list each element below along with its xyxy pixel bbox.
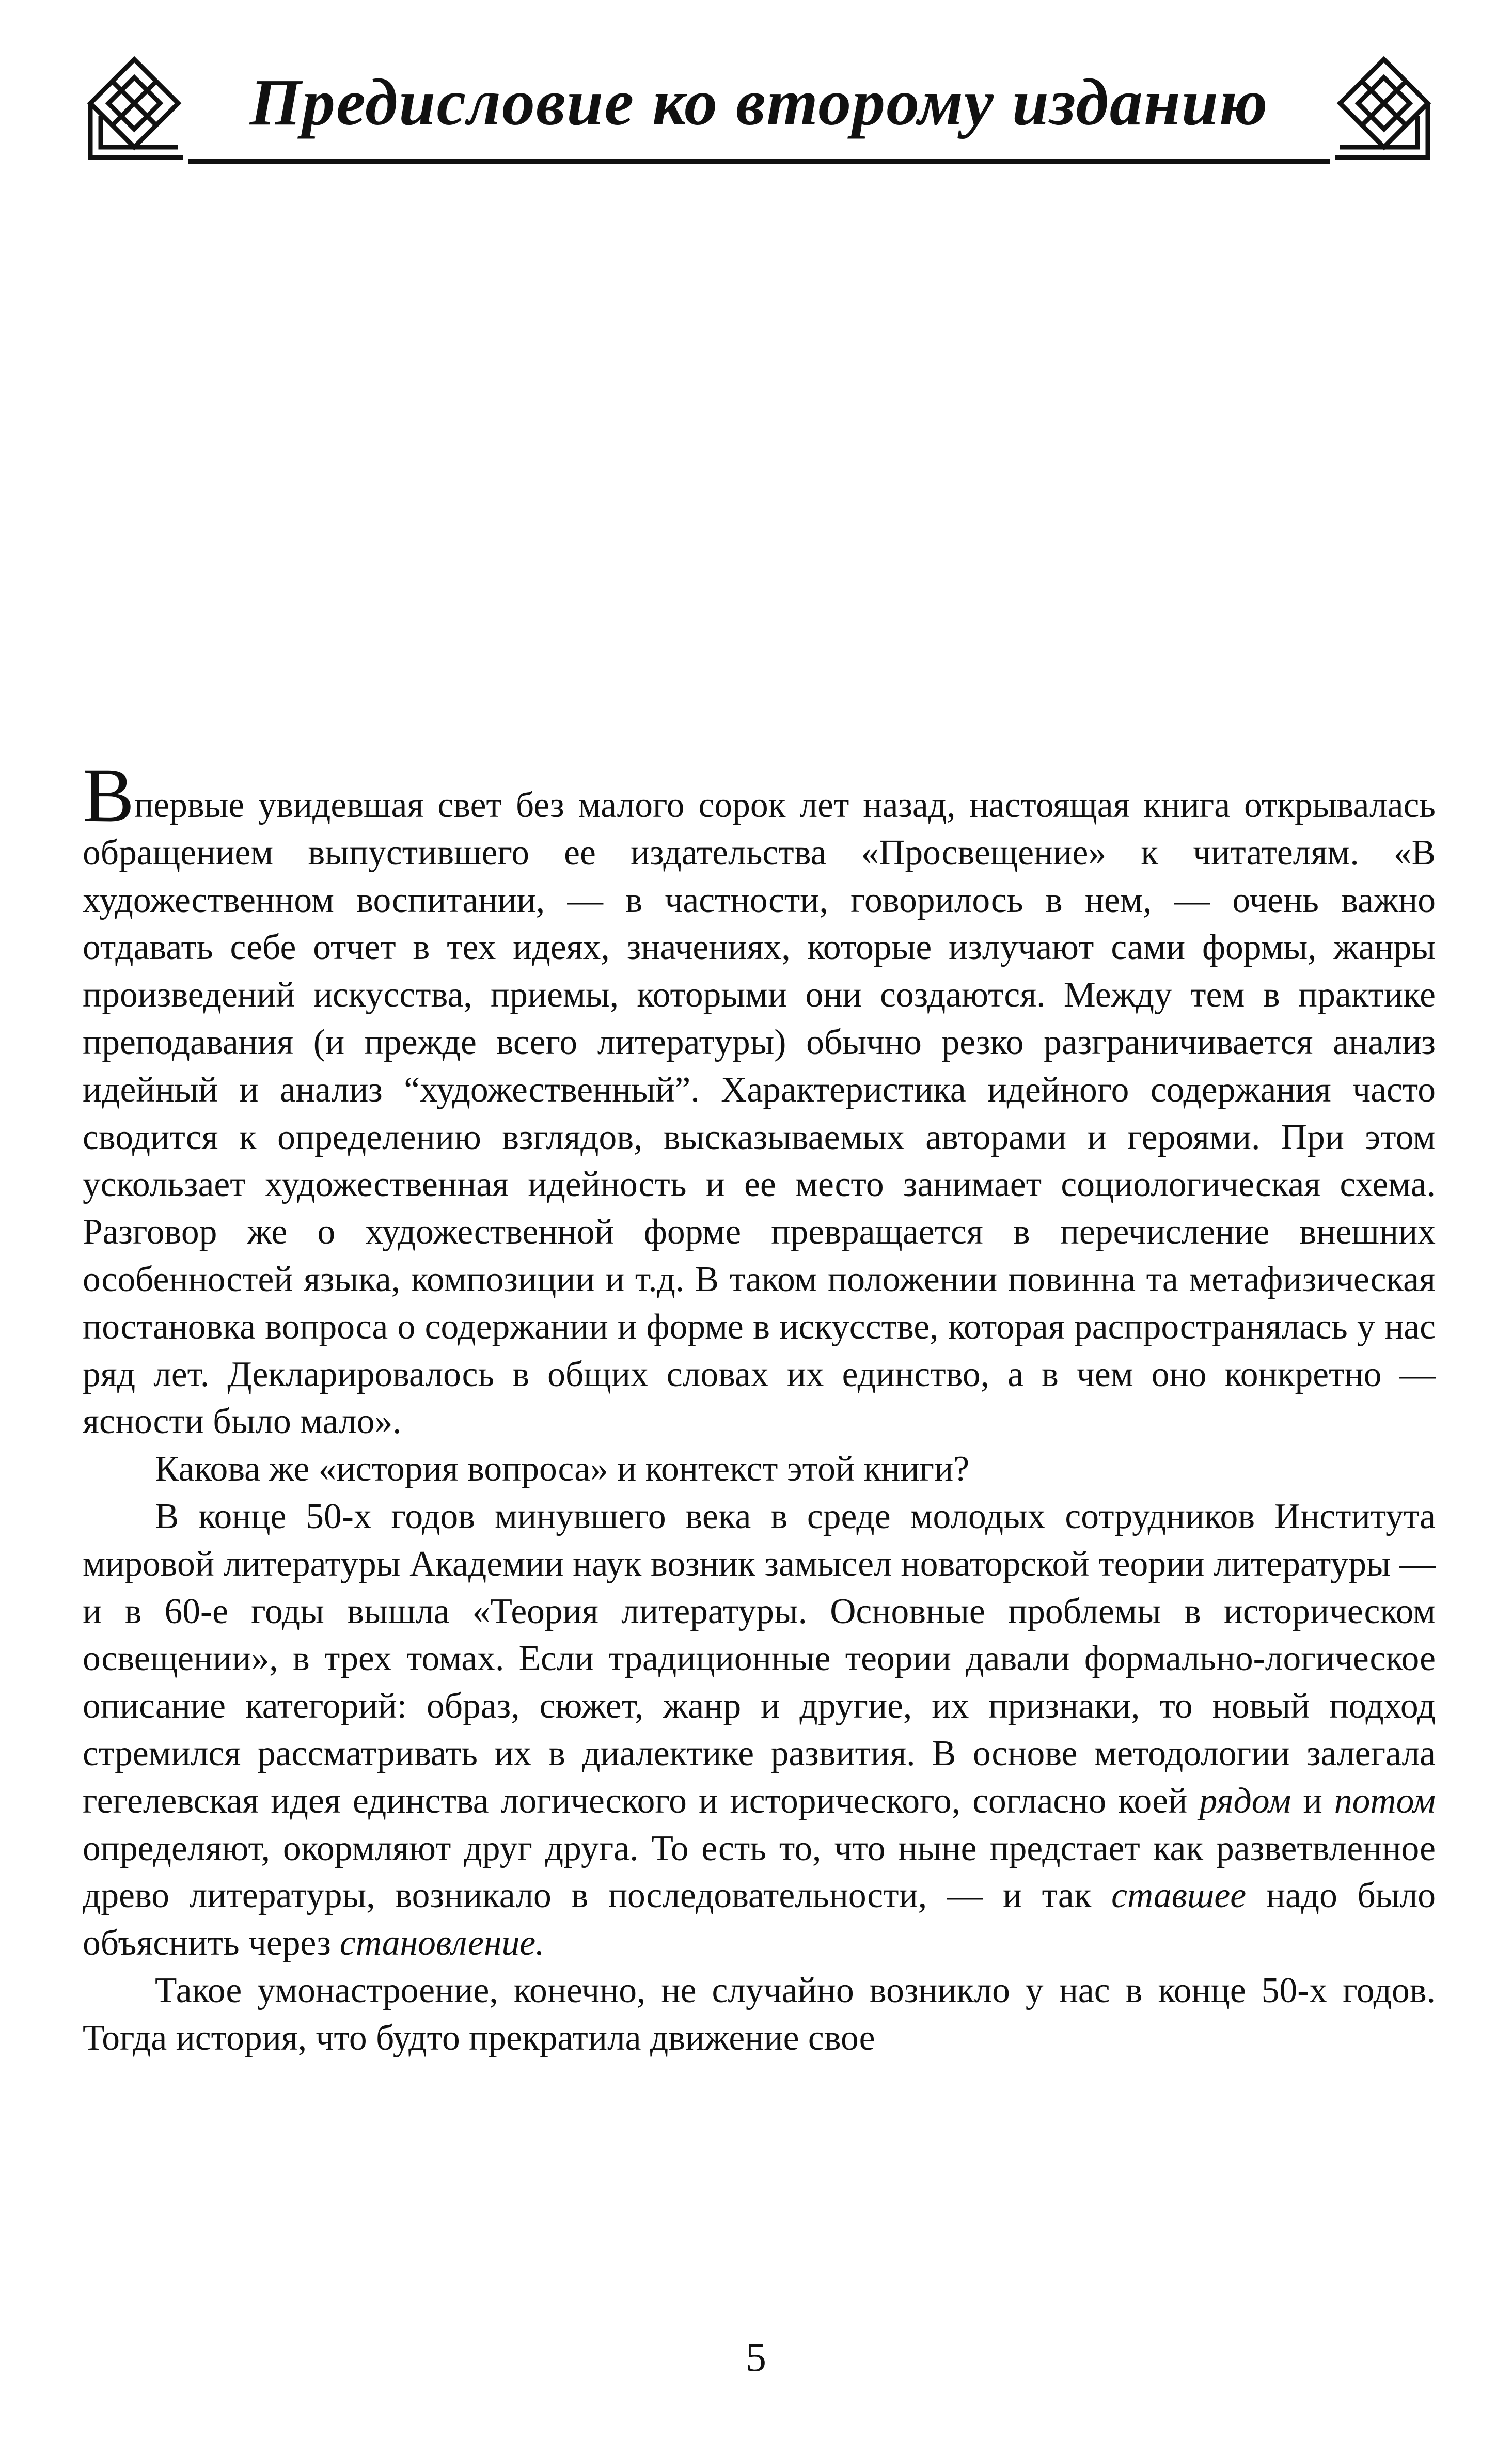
emphasis: становление.	[340, 1923, 545, 1963]
paragraph	[83, 1967, 1436, 2062]
paragraph-text: определяют, окормляют друг друга. То есть то, что ныне предстает как разветвленное древо литературы, возникало в последовательности, — и так	[83, 1828, 1436, 1916]
emphasis: рядом	[1199, 1781, 1292, 1821]
page-number: 5	[746, 2335, 766, 2380]
paragraph-text: первые увидевшая свет без малого сорок лет назад, настоящая книга открывалась обращением выпустившего ее издательства «Просвещение» к читателям. «В художественном воспитании, — в частности, говорилось в нем, — очень важно отдавать себе отчет в тех идеях, значениях, которые излучают сами формы, жанры произведений искусства, приемы, которыми они создаются. Между тем в практике преподавания (и прежде всего литературы) обычно резко разграничивается анализ идейный и анализ “художественный”. Характеристика идейного содержания часто сводится к определению взглядов, высказываемых авторами и героями. При этом ускользает художественная идейность и ее место занимает социологическая схема. Разговор же о художественной форме превращается в перечисление внешних особенностей языка, композиции и т.д. В таком положении повинна та метафизическая постановка вопроса о содержании и форме в искусстве, которая распространялась у нас ряд лет. Декларировалось в общих словах их единство, а в чем оно конкретно — ясности было мало».	[83, 785, 1436, 1442]
paragraph-text: В конце 50-х годов минувшего века в среде молодых сотрудников Института мировой литературы Академии наук возник замысел новаторской теории литературы — и в 60-е годы вышла «Теория литературы. Основные проблемы в историческом освещении», в трех томах. Если традиционные теории давали формально-логическое описание категорий: образ, сюжет, жанр и другие, их признаки, то новый подход стремился рассматривать их в диалектике развития. В основе методологии залегала гегелевская идея единства логического и исторического, согласно коей	[83, 1496, 1436, 1821]
paragraph-text: Такое умонастроение, конечно, не случайно возникло у нас в конце 50-х годов. Тогда история, что будто прекратила движение свое	[83, 1970, 1436, 2058]
running-header	[83, 49, 1436, 173]
main-text	[83, 752, 1436, 2062]
paragraph-text: Какова же «история вопроса» и контекст этой книги?	[155, 1449, 970, 1489]
paragraph	[83, 1445, 1436, 1493]
paragraph	[83, 1493, 1436, 1967]
celtic-knot-icon	[1332, 54, 1436, 168]
drop-cap: В	[83, 752, 135, 838]
emphasis: ставшее	[1111, 1876, 1247, 1916]
paragraph-text: надо было объяснить через	[83, 1876, 1436, 1963]
paragraph	[83, 752, 1436, 1445]
paragraph-text: и	[1303, 1781, 1322, 1821]
header-rule	[188, 159, 1330, 164]
header-title: Предисловие ко второму изданию	[249, 66, 1269, 139]
emphasis: потом	[1334, 1781, 1436, 1821]
